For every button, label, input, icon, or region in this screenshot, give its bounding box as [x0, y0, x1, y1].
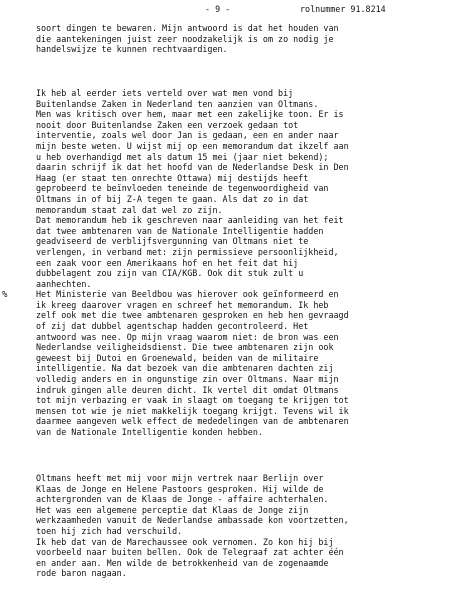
text-line: daarmee aangeven welk effect de mededelingen van de ambtenaren	[36, 416, 349, 427]
text-line: dubbelagent zou zijn van CIA/KGB. Ook dit stuk zult u	[36, 268, 304, 279]
case-reference: rolnummer 91.8214	[300, 4, 386, 14]
text-line: mijn beste weten. U wijst mij op een memorandum dat ikzelf aan	[36, 140, 349, 151]
text-line: Men was kritisch over hem, maar met een zakelijke toon. Er is	[36, 109, 344, 120]
text-line: nooit door Buitenlandse Zaken een verzoek gedaan tot	[36, 119, 299, 130]
paragraph-2	[36, 88, 349, 438]
text-line: aanhechten.	[36, 278, 92, 289]
text-line: Oltmans heeft met mij voor mijn vertrek naar Berlijn over	[36, 473, 324, 483]
text-line: intelligentie. Na dat bezoek van die ambtenaren dachten zij	[36, 363, 334, 374]
paragraph-1	[36, 23, 339, 55]
text-line: soort dingen te bewaren. Mijn antwoord is dat het houden van	[36, 23, 339, 33]
page-header	[0, 4, 450, 16]
text-line: Haag (er staat ten onrechte Ottawa) mij destijds heeft	[36, 172, 309, 183]
text-line: Buitenlandse Zaken in Nederland ten aanzien van Oltmans.	[36, 98, 319, 109]
text-line: rode baron nagaan.	[36, 568, 127, 579]
text-line: u heb overhandigd met als datum 15 mei (jaar niet bekend);	[36, 151, 329, 162]
text-line: Nederlandse veiligheidsdienst. Die twee ambtenaren zijn ook	[36, 342, 334, 353]
text-line: tot mijn verbazing er vaak in slaagt om toegang te krijgen tot	[36, 395, 349, 406]
text-line: achtergronden van de Klaas de Jonge - affaire achterhalen.	[36, 494, 329, 505]
text-line: memorandum staat zal dat wel zo zijn.	[36, 204, 223, 215]
margin-annotation: %	[2, 290, 8, 300]
text-line: dat twee ambtenaren van de Nationale Intelligentie hadden	[36, 225, 324, 236]
text-line: van de Nationale Intelligentie konden hebben.	[36, 427, 263, 437]
text-line: geweest bij Dutoi en Groenewald, beiden van de militaire	[36, 352, 319, 363]
text-line: werkzaamheden vanuit de Nederlandse ambassade kon voortzetten,	[36, 515, 349, 526]
text-line: zelf ook met die twee ambtenaren gesproken en heb hen gevraagd	[36, 310, 349, 321]
text-line: en ander aan. Men wilde de betrokkenheid van de zogenaamde	[36, 557, 329, 568]
text-line: of zij dat dubbel agentschap hadden gecontroleerd. Het	[36, 321, 309, 332]
page-number: - 9 -	[205, 4, 231, 14]
text-line: toen hij zich had verschuild.	[36, 525, 183, 536]
text-line: handelswijze te kunnen rechtvaardigen.	[36, 44, 228, 55]
text-line: Ik heb dat van de Marechaussee ook vernomen. Zo kon hij bij	[36, 536, 334, 547]
text-line: Klaas de Jonge en Helene Pastoors gesproken. Hij wilde de	[36, 483, 324, 494]
paragraph-3	[36, 473, 349, 579]
text-line: geadviseerd de verblijfsvergunning van Oltmans niet te	[36, 236, 309, 247]
text-line: Het was een algemene perceptie dat Klaas de Jonge zijn	[36, 504, 309, 515]
text-line: Oltmans in of bij Z-A tegen te gaan. Als dat zo in dat	[36, 193, 309, 204]
text-line: Ik heb al eerder iets verteld over wat men vond bij	[36, 88, 294, 98]
text-line: volledig anders en in ongunstige zin over Oltmans. Naar mijn	[36, 374, 339, 385]
text-line: interventie, zoals wel door Jan is gedaan, een en ander naar	[36, 130, 339, 141]
text-line: daarin schrijf ik dat het hoofd van de Nederlandse Desk in Den	[36, 162, 349, 173]
text-line: voorbeeld naar buiten bellen. Ook de Telegraaf zat achter één	[36, 547, 344, 558]
text-line: geprobeerd te beïnvloeden teneinde de tegenwoordigheid van	[36, 183, 329, 194]
text-line: indruk gingen alle deuren dicht. Ik vertel dit omdat Oltmans	[36, 384, 339, 395]
text-line: een zaak voor een Amerikaans hof en het feit dat hij	[36, 257, 299, 268]
text-line: antwoord was nee. Op mijn vraag waarom niet: de bron was een	[36, 331, 339, 342]
text-line: ik kreeg daarover vragen en schreef het memorandum. Ik heb	[36, 299, 329, 310]
text-line: Dat memorandum heb ik geschreven naar aanleiding van het feit	[36, 215, 344, 226]
text-line: Het Ministerie van Beeldbou was hierover ook geïnformeerd en	[36, 289, 339, 300]
text-line: die aantekeningen juist zeer noodzakelijk is om zo nodig je	[36, 33, 334, 44]
text-line: mensen tot wie je niet makkelijk toegang krijgt. Tevens wil ik	[36, 405, 349, 416]
text-line: verlengen, in verband met: zijn permissieve persoonlijkheid,	[36, 246, 339, 257]
